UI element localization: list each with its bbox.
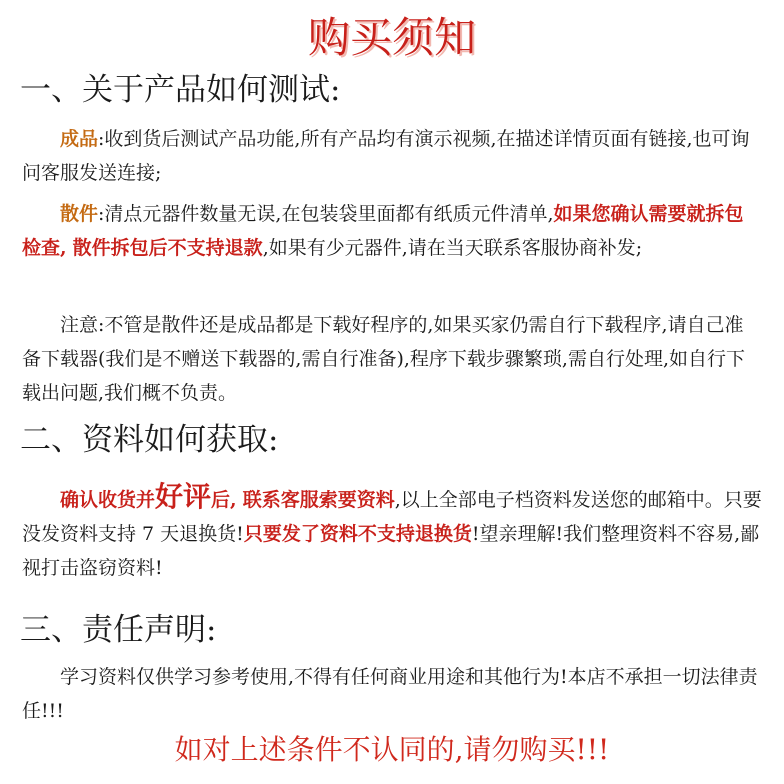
email-delivery-text: ,以上全部电子档资料发送您的邮箱中。只要没发资料支持 7 天退换货! (22, 489, 762, 545)
section2-heading: 二、资料如何获取: (20, 422, 279, 458)
understanding-text: !望亲理解!我们整理资料不容易,鄙视打击盗窃资料! (22, 523, 760, 579)
page-title: 购买须知 (307, 13, 476, 62)
closing-warning: 如对上述条件不认同的,请勿购买!!! (174, 733, 610, 766)
parts-text: :清点元器件数量无误,在包装袋里面都有纸质元件清单, (98, 203, 554, 225)
confirm-receipt-text: 确认收货并 (60, 489, 156, 511)
section3-heading: 三、责任声明: (20, 612, 217, 648)
good-review-text: 好评 (155, 480, 212, 513)
contact-service-text: 联系客服索要资料 (242, 489, 395, 511)
section1-finished-product-paragraph (22, 122, 762, 190)
section3-paragraph (22, 660, 762, 728)
section1-note-paragraph (22, 308, 762, 410)
section2-paragraph (22, 480, 762, 585)
parts-label: 散件 (60, 203, 99, 225)
parts-red-notice-1: 如果您确认需要就拆包检查, (22, 203, 744, 259)
after-text: 后, (211, 489, 237, 511)
section1-parts-paragraph (22, 197, 762, 265)
section1-heading: 一、关于产品如何测试: (20, 72, 341, 108)
note-text: 注意:不管是散件还是成品都是下载好程序的,如果买家仍需自行下载程序,请自己准备下载器(我们是不赠送下载器的,需自行准备),程序下载步骤繁琐,需自行处理,如自行下载出问题,我们概不负责。 (22, 314, 745, 404)
parts-red-notice-2: 散件拆包后不支持退款 (72, 237, 263, 259)
parts-rest-text: ,如果有少元器件,请在当天联系客服协商补发; (262, 237, 643, 259)
disclaimer-text: 学习资料仅供学习参考使用,不得有任何商业用途和其他行为!本店不承担一切法律责任!!! (22, 666, 758, 722)
finished-product-text: :收到货后测试产品功能,所有产品均有演示视频,在描述详情页面有链接,也可询问客服发送连接; (22, 128, 750, 184)
finished-product-label: 成品 (60, 128, 99, 150)
no-return-notice: 只要发了资料不支持退换货 (243, 523, 472, 545)
